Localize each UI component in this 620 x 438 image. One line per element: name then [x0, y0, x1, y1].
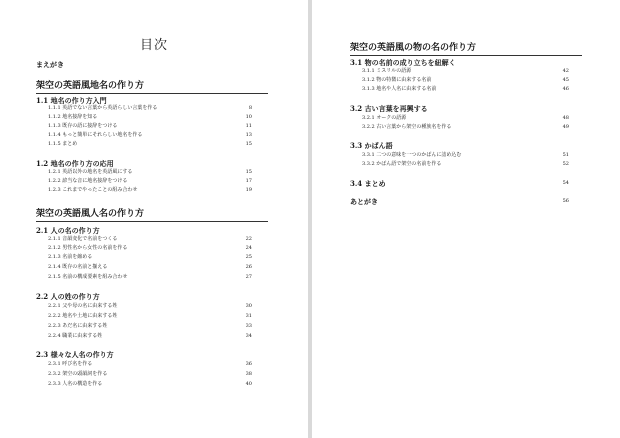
toc-item-page: 51 [562, 152, 569, 158]
section-3-1-title[interactable]: 3.1 物の名前の成り立ちを紐解く [350, 58, 456, 67]
toc-item[interactable] [48, 187, 252, 194]
toc-item-page: 42 [562, 68, 569, 74]
toc-item-page: 40 [245, 381, 252, 387]
toc-item[interactable] [48, 303, 252, 310]
toc-item-page: 49 [562, 124, 569, 130]
section-2-1-title[interactable]: 2.1 人の名の作り方 [36, 226, 100, 235]
section-1-1-title[interactable]: 1.1 地名の作り方入門 [36, 96, 107, 105]
toc-item-title: 2.1.3 名前を縮める [48, 254, 93, 260]
toc-item[interactable] [48, 178, 252, 185]
toc-item[interactable] [48, 245, 252, 252]
right-page [312, 0, 620, 438]
toc-item-title: 3.3.2 かばん語で架空の名前を作る [362, 161, 442, 167]
toc-item-title: 1.2.1 英語以外の地名を英語風にする [48, 169, 133, 175]
chapter-2-title[interactable]: 架空の英語風人名の作り方 [36, 206, 268, 222]
chapter-3-title[interactable]: 架空の英語風の物の名の作り方 [350, 40, 582, 56]
toc-item[interactable] [48, 313, 252, 320]
toc-item-title: 2.2.4 職業に由来する姓 [48, 333, 103, 339]
section-3-4[interactable] [350, 179, 569, 188]
toc-item-title: 2.3.2 架空の頭韻詞を作る [48, 371, 108, 377]
toc-item[interactable] [362, 124, 569, 131]
toc-item-page: 46 [562, 86, 569, 92]
toc-item[interactable] [48, 236, 252, 243]
toc-item-page: 33 [245, 323, 252, 329]
toc-item-page: 30 [245, 303, 252, 309]
toc-item[interactable] [48, 264, 252, 271]
toc-item[interactable] [48, 169, 252, 176]
toc-item-page: 15 [245, 169, 252, 175]
toc-item[interactable] [48, 333, 252, 340]
toc-item-title: 2.2.3 あだ名に由来する姓 [48, 323, 108, 329]
toc-item[interactable] [48, 323, 252, 330]
toc-item[interactable] [362, 86, 569, 93]
toc-item-page: 17 [245, 178, 252, 184]
toc-item[interactable] [48, 132, 252, 139]
toc-item-page: 52 [562, 161, 569, 167]
toc-item[interactable] [48, 254, 252, 261]
toc-item-title: 2.3.1 呼び名を作る [48, 361, 93, 367]
toc-item-page: 38 [245, 371, 252, 377]
toc-item[interactable] [48, 381, 252, 388]
toc-item-title: 1.1.2 地名接辞を知る [48, 114, 98, 120]
toc-item-page: 11 [245, 123, 252, 129]
toc-item-page: 48 [562, 115, 569, 121]
toc-item[interactable] [48, 371, 252, 378]
section-2-3-title[interactable]: 2.3 様々な人名の作り方 [36, 350, 114, 359]
toc-item-page: 10 [245, 114, 252, 120]
toc-item-title: 1.1.5 まとめ [48, 141, 78, 147]
toc-item-page: 31 [245, 313, 252, 319]
toc-item-page: 25 [245, 254, 252, 260]
toc-item-title: 2.2.2 地名や土地に由来する姓 [48, 313, 118, 319]
toc-item-page: 45 [562, 77, 569, 83]
afterword-title: あとがき [350, 197, 378, 206]
toc-item-title: 2.3.3 人名の構造を作る [48, 381, 103, 387]
toc-item-title: 3.2.2 古い言葉から架空の種族名を作る [362, 124, 452, 130]
toc-item-page: 26 [245, 264, 252, 270]
toc-item-page: 13 [245, 132, 252, 138]
toc-item-title: 2.1.4 既存の名前と揃える [48, 264, 108, 270]
toc-item-title: 2.1.5 名前の構成要素を組み合わせ [48, 274, 128, 280]
toc-afterword[interactable] [350, 197, 569, 206]
toc-item-title: 3.3.1 二つの意味を一つのかばんに詰め込む [362, 152, 462, 158]
section-3-2-title[interactable]: 3.2 古い言葉を再興する [350, 104, 428, 113]
toc-preface[interactable]: まえがき [36, 60, 64, 69]
toc-item-title: 1.2.3 これまでやったことの組み合わせ [48, 187, 138, 193]
left-page [0, 0, 308, 438]
toc-item[interactable] [362, 68, 569, 75]
toc-item-page: 19 [245, 187, 252, 193]
toc-item[interactable] [362, 152, 569, 159]
toc-item[interactable] [362, 161, 569, 168]
toc-item-page: 15 [245, 141, 252, 147]
toc-item-page: 36 [245, 361, 252, 367]
section-3-3-title[interactable]: 3.3 かばん語 [350, 141, 393, 150]
toc-item[interactable] [48, 141, 252, 148]
toc-item-title: 2.1.2 男性名から女性の名前を作る [48, 245, 128, 251]
toc-item-page: 8 [248, 105, 252, 111]
section-3-4-page: 54 [562, 180, 569, 186]
toc-item-page: 22 [245, 236, 252, 242]
toc-item[interactable] [48, 274, 252, 281]
toc-item[interactable] [48, 123, 252, 130]
toc-item-page: 27 [245, 274, 252, 280]
section-2-2-title[interactable]: 2.2 人の姓の作り方 [36, 292, 100, 301]
toc-item[interactable] [362, 115, 569, 122]
toc-item-title: 2.1.1 音韻変化で名前をつくる [48, 236, 118, 242]
toc-item-title: 3.1.2 物の特徴に由来する名前 [362, 77, 432, 83]
toc-item[interactable] [48, 114, 252, 121]
toc-item-title: 1.1.3 既存の語に接辞をつける [48, 123, 118, 129]
toc-item[interactable] [48, 361, 252, 368]
toc-item-title: 3.1.3 地名や人名に由来する名前 [362, 86, 437, 92]
toc-item-title: 2.2.1 父や母の名に由来する姓 [48, 303, 118, 309]
afterword-page: 56 [562, 198, 569, 204]
chapter-1-title[interactable]: 架空の英語風地名の作り方 [36, 78, 268, 94]
toc-item-page: 24 [245, 245, 252, 251]
section-1-2-title[interactable]: 1.2 地名の作り方の応用 [36, 159, 114, 168]
toc-item-title: 1.2.2 諺当な音に地名接辞をつける [48, 178, 128, 184]
toc-item-title: 3.1.1 ミスリルの語源 [362, 68, 412, 74]
toc-item-title: 1.1.1 英語でない言葉から英語らしい言葉を作る [48, 105, 158, 111]
toc-item-title: 3.2.1 オークの語源 [362, 115, 407, 121]
toc-item[interactable] [362, 77, 569, 84]
toc-item-title: 1.1.4 もっと簡単にそれらしい地名を作る [48, 132, 143, 138]
toc-title: 目次 [139, 38, 168, 53]
toc-item-page: 34 [245, 333, 252, 339]
section-3-4-title: 3.4 まとめ [350, 179, 386, 188]
toc-item[interactable] [48, 105, 252, 112]
